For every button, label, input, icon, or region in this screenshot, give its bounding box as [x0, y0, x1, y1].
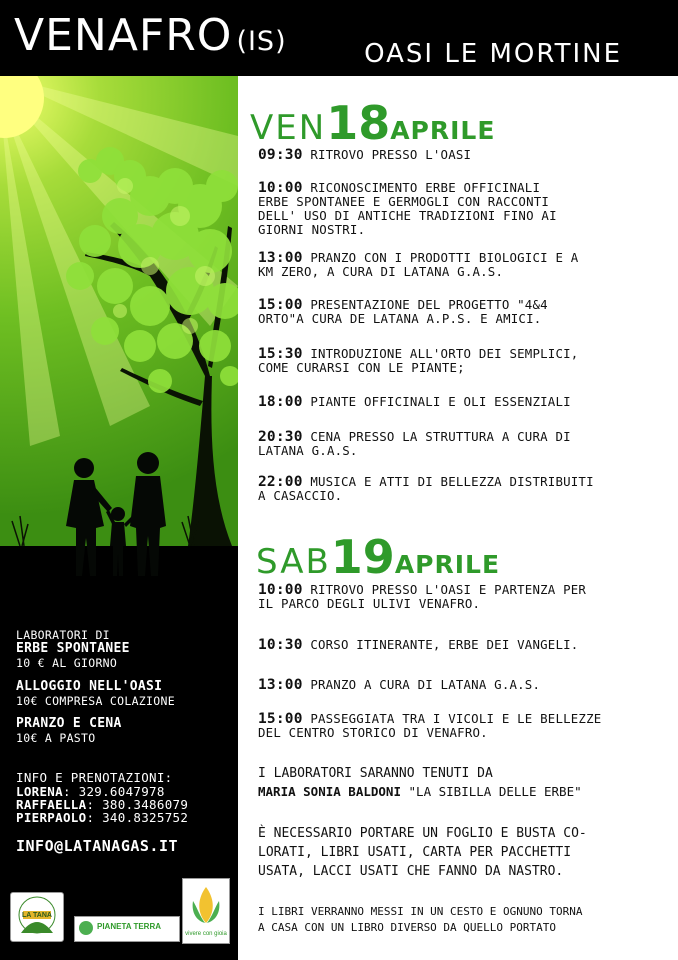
materials-line: LORATI, LIBRI USATI, CARTA PER PACCHETTI — [258, 845, 572, 860]
schedule-time: 22:00 — [258, 474, 303, 490]
header-bar — [0, 0, 678, 76]
contact-name: PIERPAOLO — [16, 810, 87, 825]
schedule-text: PRANZO A CURA DI LATANA G.A.S. — [310, 677, 541, 692]
family-tree-illustration — [0, 76, 238, 586]
day2-name: SAB — [256, 542, 331, 582]
day2-number: 19 — [330, 530, 395, 584]
schedule-text: INTRODUZIONE ALL'ORTO DEI SEMPLICI, — [310, 346, 579, 361]
email-link[interactable]: INFO@LATANAGAS.IT — [16, 837, 179, 855]
schedule-time: 10:00 — [258, 180, 303, 196]
schedule-text: ORTO"A CURA DE LATANA A.P.S. E AMICI. — [258, 311, 542, 326]
info-label: INFO E PRENOTAZIONI: — [16, 770, 173, 785]
contact-phone[interactable]: 329.6047978 — [78, 784, 165, 799]
schedule-time: 18:00 — [258, 394, 303, 410]
family-silhouette-icon — [66, 452, 166, 576]
schedule-text: DELL' USO DI ANTICHE TRADIZIONI FINO AI — [258, 208, 557, 223]
latana-logo — [10, 892, 64, 942]
schedule-item — [258, 583, 670, 611]
schedule-time: 20:30 — [258, 429, 303, 445]
schedule-text: PASSEGGIATA TRA I VICOLI E LE BELLEZZE — [310, 711, 602, 726]
pianeta-terra-text: PIANETA TERRA — [97, 922, 161, 931]
city-title — [14, 10, 287, 61]
schedule-text: IL PARCO DEGLI ULIVI VENAFRO. — [258, 596, 481, 611]
schedule-text: LATANA G.A.S. — [258, 443, 358, 458]
schedule-text: PRESENTAZIONE DEL PROGETTO "4&4 — [310, 297, 548, 312]
books-note — [258, 904, 673, 936]
contact-phone[interactable]: 340.8325752 — [102, 810, 189, 825]
schedule-item — [258, 712, 670, 740]
day1-heading — [250, 96, 496, 150]
schedule-item — [258, 475, 670, 503]
globe-icon — [79, 921, 93, 935]
schedule-text: MUSICA E ATTI DI BELLEZZA DISTRIBUITI — [310, 474, 594, 489]
province: (IS) — [236, 26, 287, 57]
schedule-time: 10:00 — [258, 582, 303, 598]
materials-note — [258, 824, 673, 881]
tree-silhouette-image — [0, 76, 238, 586]
contact-name: RAFFAELLA — [16, 797, 87, 812]
lab-price: 10 € AL GIORNO — [16, 656, 118, 670]
schedule-text: COME CURARSI CON LE PIANTE; — [258, 360, 465, 375]
schedule-item — [258, 347, 670, 375]
schedule-text: GIORNI NOSTRI. — [258, 222, 366, 237]
vivere-text: vivere con gioia — [185, 931, 227, 937]
schedule-item — [258, 181, 670, 237]
books-line: I LIBRI VERRANNO MESSI IN UN CESTO E OGNUNO TORNA — [258, 905, 583, 918]
schedule-text: PRANZO CON I PRODOTTI BIOLOGICI E A — [310, 250, 579, 265]
contact-name: LORENA — [16, 784, 63, 799]
schedule-item — [258, 430, 670, 458]
contact-row: LORENA: 329.6047978 — [16, 784, 165, 799]
schedule-time: 09:30 — [258, 147, 303, 163]
city-name: VENAFRO — [14, 10, 233, 61]
day1-number: 18 — [326, 96, 391, 150]
schedule-time: 13:00 — [258, 250, 303, 266]
lodging-label: ALLOGGIO NELL'OASI — [16, 679, 163, 694]
schedule-item — [258, 638, 670, 652]
schedule-text: CENA PRESSO LA STRUTTURA A CURA DI — [310, 429, 571, 444]
meals-label: PRANZO E CENA — [16, 716, 122, 731]
schedule-text: CORSO ITINERANTE, ERBE DEI VANGELI. — [310, 637, 579, 652]
day2-heading — [256, 530, 501, 584]
lab-label-line1: LABORATORI DI — [16, 628, 110, 642]
teacher-name: MARIA SONIA BALDONI — [258, 784, 401, 799]
lodging-price: 10€ COMPRESA COLAZIONE — [16, 694, 175, 708]
books-line: A CASA CON UN LIBRO DIVERSO DA QUELLO PORTATO — [258, 921, 557, 934]
meals-price: 10€ A PASTO — [16, 731, 96, 745]
day1-month: APRILE — [390, 116, 496, 145]
vivere-con-gioia-logo — [182, 878, 230, 944]
schedule-time: 13:00 — [258, 677, 303, 693]
schedule-time: 15:00 — [258, 297, 303, 313]
pianeta-terra-logo — [74, 916, 180, 942]
schedule-time: 15:30 — [258, 346, 303, 362]
schedule-text: RITROVO PRESSO L'OASI — [310, 147, 472, 162]
contact-phone[interactable]: 380.3486079 — [102, 797, 189, 812]
day2-month: APRILE — [394, 550, 501, 579]
contact-row: PIERPAOLO: 340.8325752 — [16, 810, 189, 825]
grass-icon — [12, 516, 198, 546]
schedule-text: KM ZERO, A CURA DI LATANA G.A.S. — [258, 264, 504, 279]
schedule-text: DEL CENTRO STORICO DI VENAFRO. — [258, 725, 488, 740]
program-panel — [238, 76, 678, 960]
day1-name: VEN — [250, 108, 327, 148]
schedule-text: RICONOSCIMENTO ERBE OFFICINALI — [310, 180, 541, 195]
schedule-time: 10:30 — [258, 637, 303, 653]
schedule-item — [258, 678, 670, 692]
schedule-item — [258, 251, 670, 279]
venue-title: OASI LE MORTINE — [364, 39, 622, 69]
info-sidebar — [0, 586, 238, 960]
teacher-title: "LA SIBILLA DELLE ERBE" — [408, 784, 582, 799]
lab-teacher — [258, 784, 673, 799]
schedule-item — [258, 298, 670, 326]
schedule-text: RITROVO PRESSO L'OASI E PARTENZA PER — [310, 582, 587, 597]
materials-line: È NECESSARIO PORTARE UN FOGLIO E BUSTA CO- — [258, 826, 587, 841]
schedule-text: ERBE SPONTANEE E GERMOGLI CON RACCONTI — [258, 194, 550, 209]
schedule-item — [258, 148, 670, 162]
materials-line: USATA, LACCI USATI CHE FANNO DA NASTRO. — [258, 864, 564, 879]
schedule-item — [258, 395, 670, 409]
schedule-time: 15:00 — [258, 711, 303, 727]
schedule-text: A CASACCIO. — [258, 488, 343, 503]
schedule-text: PIANTE OFFICINALI E OLI ESSENZIALI — [310, 394, 571, 409]
lab-intro: I LABORATORI SARANNO TENUTI DA — [258, 766, 493, 781]
contact-row: RAFFAELLA: 380.3486079 — [16, 797, 189, 812]
latana-logo-text: LA TANA — [22, 912, 52, 919]
lab-label-line2: ERBE SPONTANEE — [16, 641, 130, 656]
